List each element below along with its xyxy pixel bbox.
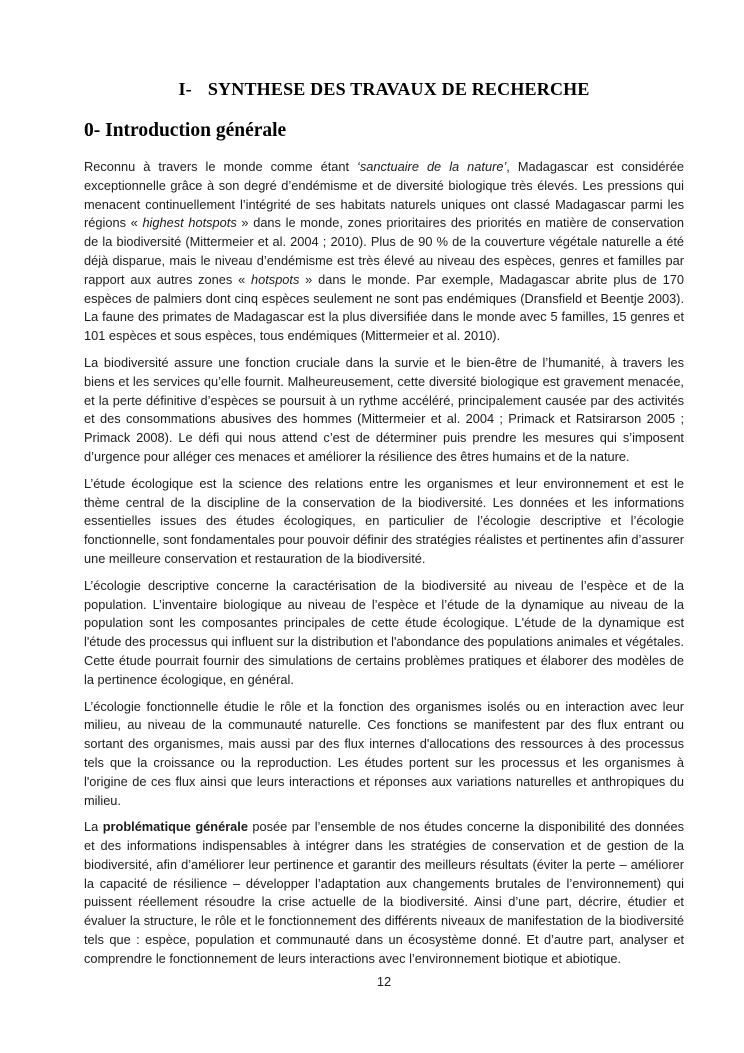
text-run: problématique générale (102, 819, 248, 835)
text-run: highest hotspots (142, 215, 237, 231)
text-run: L’étude écologique est la science des relations entre les organismes et leur environnement et est le thème central de la discipline de la conservation de la biodiversité. Les données et les informations essentielles issues des études écologiques, en particulier de l’écologie descriptive et l’écologie fonctionnelle, sont fondamentales pour pouvoir définir des stratégies réalistes et pertinentes afin d’assurer une meilleure conservation et restauration de la biodiversité. (84, 475, 684, 566)
text-run: ‘sanctuaire de la nature’ (357, 159, 507, 174)
section-heading: 0- Introduction générale (84, 120, 287, 141)
paragraph (84, 158, 684, 346)
paragraph (84, 354, 684, 467)
paragraph (84, 475, 684, 569)
paragraph (84, 698, 684, 811)
text-run: La biodiversité assure une fonction cruciale dans la survie et le bien-être de l’humanité, à travers les biens et les services qu’elle fournit. Malheureusement, cette diversité biologique est gravement menacée, et la perte définitive d’espèces se poursuit à un rythme accéléré, principalement causée par des activités et des consommations abusives des hommes (Mittermeier et al. 2004 ; Primack et Ratsirarson 2005 ; Primack 2008). Le défi qui nous attend c’est de déterminer puis prendre les mesures qui s’imposent d’urgence pour alléger ces menaces et améliorer la résilience des êtres humains et de la nature. (84, 354, 684, 464)
text-run: L’écologie fonctionnelle étudie le rôle et la fonction des organismes isolés ou en interaction avec leur milieu, au niveau de la communauté naturelle. Ces fonctions se manifestent par des flux entrant ou sortant des organismes, mais aussi par des flux internes d'allocations des ressources à des processus tels que la croissance ou la reproduction. Les études portent sur les processus et les organismes à l'origine de ces flux ainsi que leurs interactions et réponses aux variations naturelles et anthropiques du milieu. (84, 698, 684, 808)
text-run: La (84, 819, 103, 835)
document-title (84, 78, 684, 100)
document-body (84, 158, 684, 969)
page-number: 12 (376, 974, 392, 989)
text-run: , Madagascar est considérée exceptionnelle grâce à son degré d’endémisme et de diversité biologique très élevés. Les pressions qui menacent continuellement l’intégrité de ses habitats naturels uniques ont classé Madagascar parmi les régions « (84, 159, 684, 231)
text-run: L’écologie descriptive concerne la caractérisation de la biodiversité au niveau de l’espèce et de la population. L’inventaire biologique au niveau de l’espèce et l’étude de la dynamique au niveau de la population sont les composantes principales de cette étude écologique. L'étude de la dynamique est l'étude des processus qui influent sur la distribution et l'abondance des populations animales et végétales. Cette étude pourrait fournir des simulations de certains problèmes pratiques et élaborer des modèles de la pertinence écologique, en général. (84, 577, 684, 687)
text-run: hotspots (251, 271, 300, 287)
text-run: Reconnu à travers le monde comme étant (84, 159, 358, 174)
title-text: SYNTHESE DES TRAVAUX DE RECHERCHE (207, 79, 590, 99)
paragraph (84, 577, 684, 690)
paragraph (84, 818, 684, 968)
text-run: posée par l’ensemble de nos études concerne la disponibilité des données et des informations indispensables à intégrer dans les stratégies de conservation et de gestion de la biodiversité, afin d’améliorer leur pertinence et garantir des meilleurs résultats (éviter la perte – améliorer la capacité de résilience – développer l’adaptation aux changements brutales de l’environnement) qui puissent réellement résoudre la crise actuelle de la biodiversité. Ainsi d’une part, décrire, étudier et évaluer la structure, le rôle et le fonctionnement des différents niveaux de manifestation de la biodiversité tels que : espèce, population et communauté dans un écosystème donné. Et d’autre part, analyser et comprendre le fonctionnement de leurs interactions avec l’environnement biotique et abiotique. (84, 819, 685, 966)
text-run: » dans le monde, zones prioritaires des priorités en matière de conservation de la biodiversité (Mittermeier et al. 2004 ; 2010). Plus de 90 % de la couverture végétale naturelle a été déjà disparue, mais le niveau d’endémisme est très élevé au niveau des espèces, genres et familles par rapport aux autres zones « (84, 215, 685, 287)
title-number: I- (178, 79, 192, 99)
text-run: » dans le monde. Par exemple, Madagascar abrite plus de 170 espèces de palmiers dont cinq espèces seulement ne sont pas endémiques (Dransfield et Beentje 2003). La faune des primates de Madagascar est la plus diversifiée dans le monde avec 5 familles, 15 genres et 101 espèces et sous espèces, tous endémiques (Mittermeier et al. 2010). (84, 271, 684, 344)
